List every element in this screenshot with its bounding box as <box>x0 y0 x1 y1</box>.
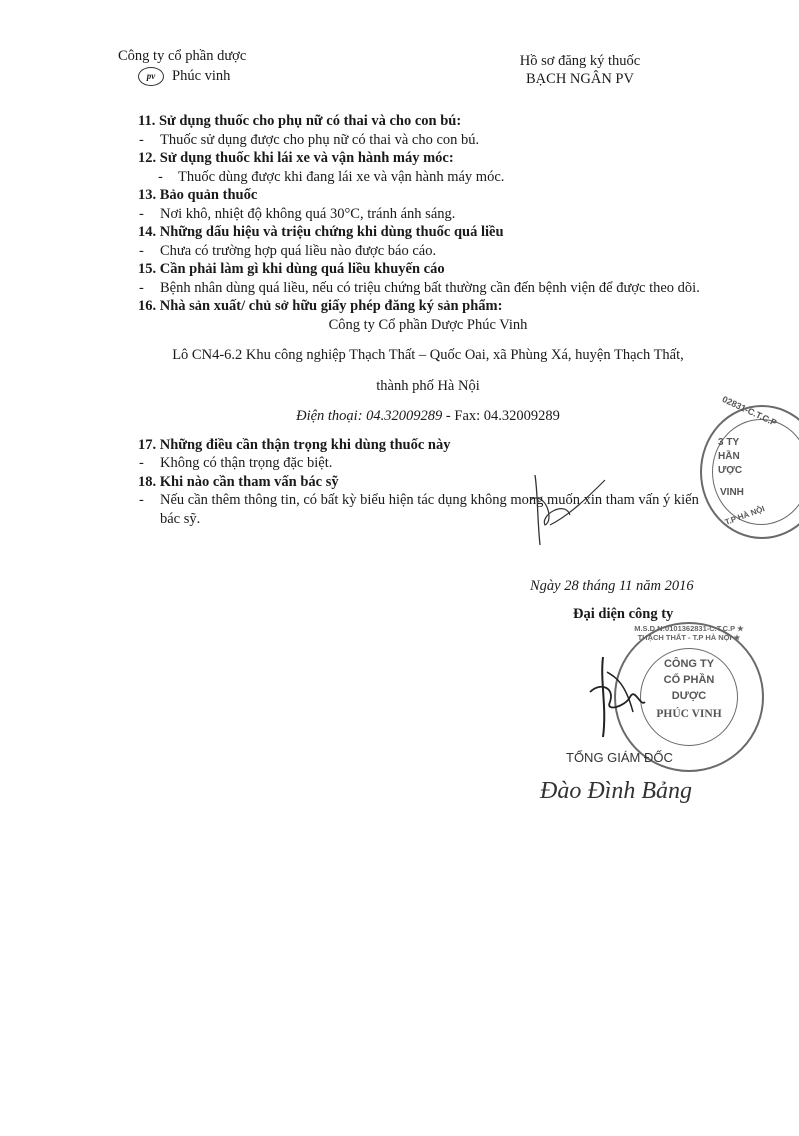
company-logo-icon: pv <box>138 67 164 86</box>
seal-line3: DƯỢC <box>671 690 707 702</box>
director-name: Đào Đình Bảng <box>540 778 692 804</box>
partial-stamp-ring-bottom: T.P HÀ NỘI <box>723 504 766 527</box>
section-16-heading: 16. Nhà sản xuất/ chủ sở hữu giấy phép đăng ký sản phẩm: <box>138 298 503 314</box>
section-14-item: - Chưa có trường hợp quá liều nào được báo cáo. <box>118 242 718 261</box>
manufacturer-name: Công ty Cổ phần Dược Phúc Vinh <box>328 316 528 333</box>
director-signature <box>585 652 655 742</box>
section-11-item: - Thuốc sử dụng được cho phụ nữ có thai và cho con bú. <box>118 131 718 150</box>
section-15-heading: 15. Cần phải làm gì khi dùng quá liều khuyến cáo <box>138 261 445 277</box>
section-12-item: - Thuốc dùng được khi đang lái xe và vận hành máy móc. <box>118 168 718 187</box>
partial-stamp-line4: VINH <box>720 487 744 498</box>
manufacturer-address-line2: thành phố Hà Nội <box>376 377 480 394</box>
section-11-heading: 11. Sử dụng thuốc cho phụ nữ có thai và cho con bú: <box>138 113 462 129</box>
partial-stamp-line3: ƯỢC <box>718 465 743 476</box>
seal-line1: CÔNG TY <box>663 658 715 670</box>
signature-mark-upper <box>510 470 620 550</box>
company-name-line2: Phúc vinh <box>172 68 231 84</box>
signing-date: Ngày 28 tháng 11 năm 2016 <box>530 578 694 594</box>
section-13-item: - Nơi khô, nhiệt độ không quá 30°C, tránh ánh sáng. <box>118 205 718 224</box>
seal-line2: CỔ PHẦN <box>663 674 715 686</box>
product-name: BẠCH NGÂN PV <box>526 71 634 87</box>
section-15-item: - Bệnh nhân dùng quá liều, nếu có triệu chứng bất thường cần đến bệnh viện để được theo dõi. <box>118 279 720 298</box>
director-title: TỔNG GIÁM ĐỐC <box>566 750 673 765</box>
document-body <box>118 112 718 528</box>
representative-label: Đại diện công ty <box>573 606 674 622</box>
section-12-heading: 12. Sử dụng thuốc khi lái xe và vận hành máy móc: <box>138 150 454 166</box>
company-header <box>118 46 246 86</box>
manufacturer-address-line1: Lô CN4-6.2 Khu công nghiệp Thạch Thất – Quốc Oai, xã Phùng Xá, huyện Thạch Thất, <box>172 347 684 363</box>
section-14-heading: 14. Những dấu hiệu và triệu chứng khi dùng thuốc quá liều <box>138 224 504 240</box>
dossier-title: Hồ sơ đăng ký thuốc <box>519 53 641 69</box>
section-18-heading: 18. Khi nào cần tham vấn bác sỹ <box>138 473 339 490</box>
dossier-header <box>500 52 660 88</box>
phone-label: Điện thoại: 04.32009289 <box>296 408 443 424</box>
section-18-item: - Nếu cần thêm thông tin, có bất kỳ biểu hiện tác dụng không mong muốn xin tham vấn ý kiến bác sỹ. <box>118 491 715 528</box>
section-17-item: - Không có thận trọng đặc biệt. <box>118 454 718 473</box>
company-name-line1: Công ty cổ phần dược <box>118 48 247 64</box>
fax-label: - Fax: 04.32009289 <box>442 408 560 424</box>
seal-line4: PHÚC VINH <box>656 708 722 720</box>
partial-stamp-line2: HẦN <box>718 451 740 462</box>
partial-stamp-ring: 02831-C.T.C.P <box>720 393 779 429</box>
section-17-heading: 17. Những điều cần thận trọng khi dùng thuốc này <box>138 436 451 453</box>
section-13-heading: 13. Bảo quản thuốc <box>138 187 258 203</box>
seal-ring-text: M.S.D.N:0101362831-C.T.C.P ★ THẠCH THẤT - T.P HÀ NỘI ★ <box>634 624 744 642</box>
manufacturer-contact <box>138 407 718 426</box>
partial-stamp-line1: 3 TY <box>718 437 740 448</box>
